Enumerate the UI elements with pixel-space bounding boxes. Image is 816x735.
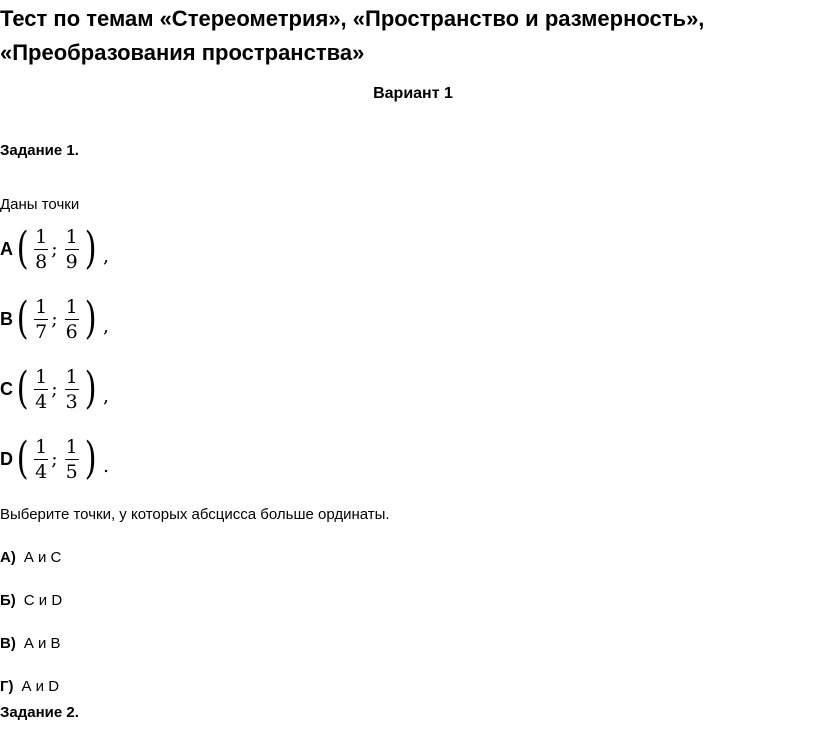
y-numerator: 1 — [65, 365, 78, 388]
fraction-bar — [34, 319, 48, 320]
document-title-line1: Тест по темам «Стереометрия», «Пространство и размерность», — [0, 6, 705, 31]
right-paren: ) — [84, 363, 97, 414]
point-punctuation: , — [102, 315, 109, 337]
x-denominator: 8 — [35, 250, 48, 273]
x-fraction — [33, 226, 49, 273]
left-paren: ( — [16, 223, 29, 274]
option-letter: Г) — [0, 678, 14, 695]
fraction-bar — [65, 249, 79, 250]
fraction-bar — [65, 459, 79, 460]
y-denominator: 9 — [65, 250, 78, 273]
option-text: А и D — [21, 678, 60, 695]
left-paren: ( — [16, 363, 29, 414]
point-c — [0, 357, 109, 421]
x-fraction — [33, 296, 49, 343]
y-fraction — [64, 296, 80, 343]
x-numerator: 1 — [35, 225, 48, 248]
option-text: А и С — [23, 549, 62, 566]
right-paren: ) — [84, 223, 97, 274]
task-1-intro: Даны точки — [0, 196, 80, 213]
right-paren: ) — [84, 433, 97, 484]
document-title-line2: «Преобразования пространства» — [0, 40, 365, 65]
y-fraction — [64, 226, 80, 273]
x-denominator: 7 — [35, 320, 48, 343]
y-numerator: 1 — [65, 295, 78, 318]
y-denominator: 3 — [65, 390, 78, 413]
option-letter: Б) — [0, 592, 16, 609]
answer-option-d[interactable] — [0, 678, 59, 695]
x-numerator: 1 — [35, 435, 48, 458]
semicolon: ; — [51, 238, 58, 260]
point-name: C — [0, 378, 13, 399]
document-title — [0, 2, 812, 70]
point-name: B — [0, 308, 13, 329]
fraction-bar — [65, 389, 79, 390]
semicolon: ; — [51, 448, 58, 470]
point-name: D — [0, 448, 13, 469]
fraction-bar — [34, 249, 48, 250]
right-paren: ) — [84, 293, 97, 344]
task-1-question: Выберите точки, у которых абсцисса больше ординаты. — [0, 506, 390, 523]
point-b — [0, 287, 109, 351]
y-numerator: 1 — [65, 225, 78, 248]
left-paren: ( — [16, 433, 29, 484]
task-1-title: Задание 1. — [0, 142, 79, 159]
semicolon: ; — [51, 378, 58, 400]
answer-option-b[interactable] — [0, 592, 62, 609]
point-punctuation: . — [102, 455, 109, 477]
option-text: С и D — [23, 592, 63, 609]
fraction-bar — [34, 459, 48, 460]
x-denominator: 4 — [35, 460, 48, 483]
y-fraction — [64, 366, 80, 413]
y-denominator: 6 — [65, 320, 78, 343]
y-denominator: 5 — [65, 460, 78, 483]
fraction-bar — [34, 389, 48, 390]
answer-option-c[interactable] — [0, 635, 61, 652]
point-punctuation: , — [102, 385, 109, 407]
point-punctuation: , — [102, 245, 109, 267]
option-letter: А) — [0, 549, 16, 566]
x-fraction — [33, 436, 49, 483]
y-numerator: 1 — [65, 435, 78, 458]
option-letter: В) — [0, 635, 16, 652]
answer-option-a[interactable] — [0, 549, 61, 566]
x-numerator: 1 — [35, 295, 48, 318]
x-numerator: 1 — [35, 365, 48, 388]
fraction-bar — [65, 319, 79, 320]
y-fraction — [64, 436, 80, 483]
point-a — [0, 217, 109, 281]
left-paren: ( — [16, 293, 29, 344]
x-denominator: 4 — [35, 390, 48, 413]
task-2-title: Задание 2. — [0, 704, 79, 721]
variant-heading: Вариант 1 — [373, 85, 453, 102]
semicolon: ; — [51, 308, 58, 330]
x-fraction — [33, 366, 49, 413]
point-name: A — [0, 238, 13, 259]
point-d — [0, 427, 109, 491]
option-text: А и В — [23, 635, 61, 652]
